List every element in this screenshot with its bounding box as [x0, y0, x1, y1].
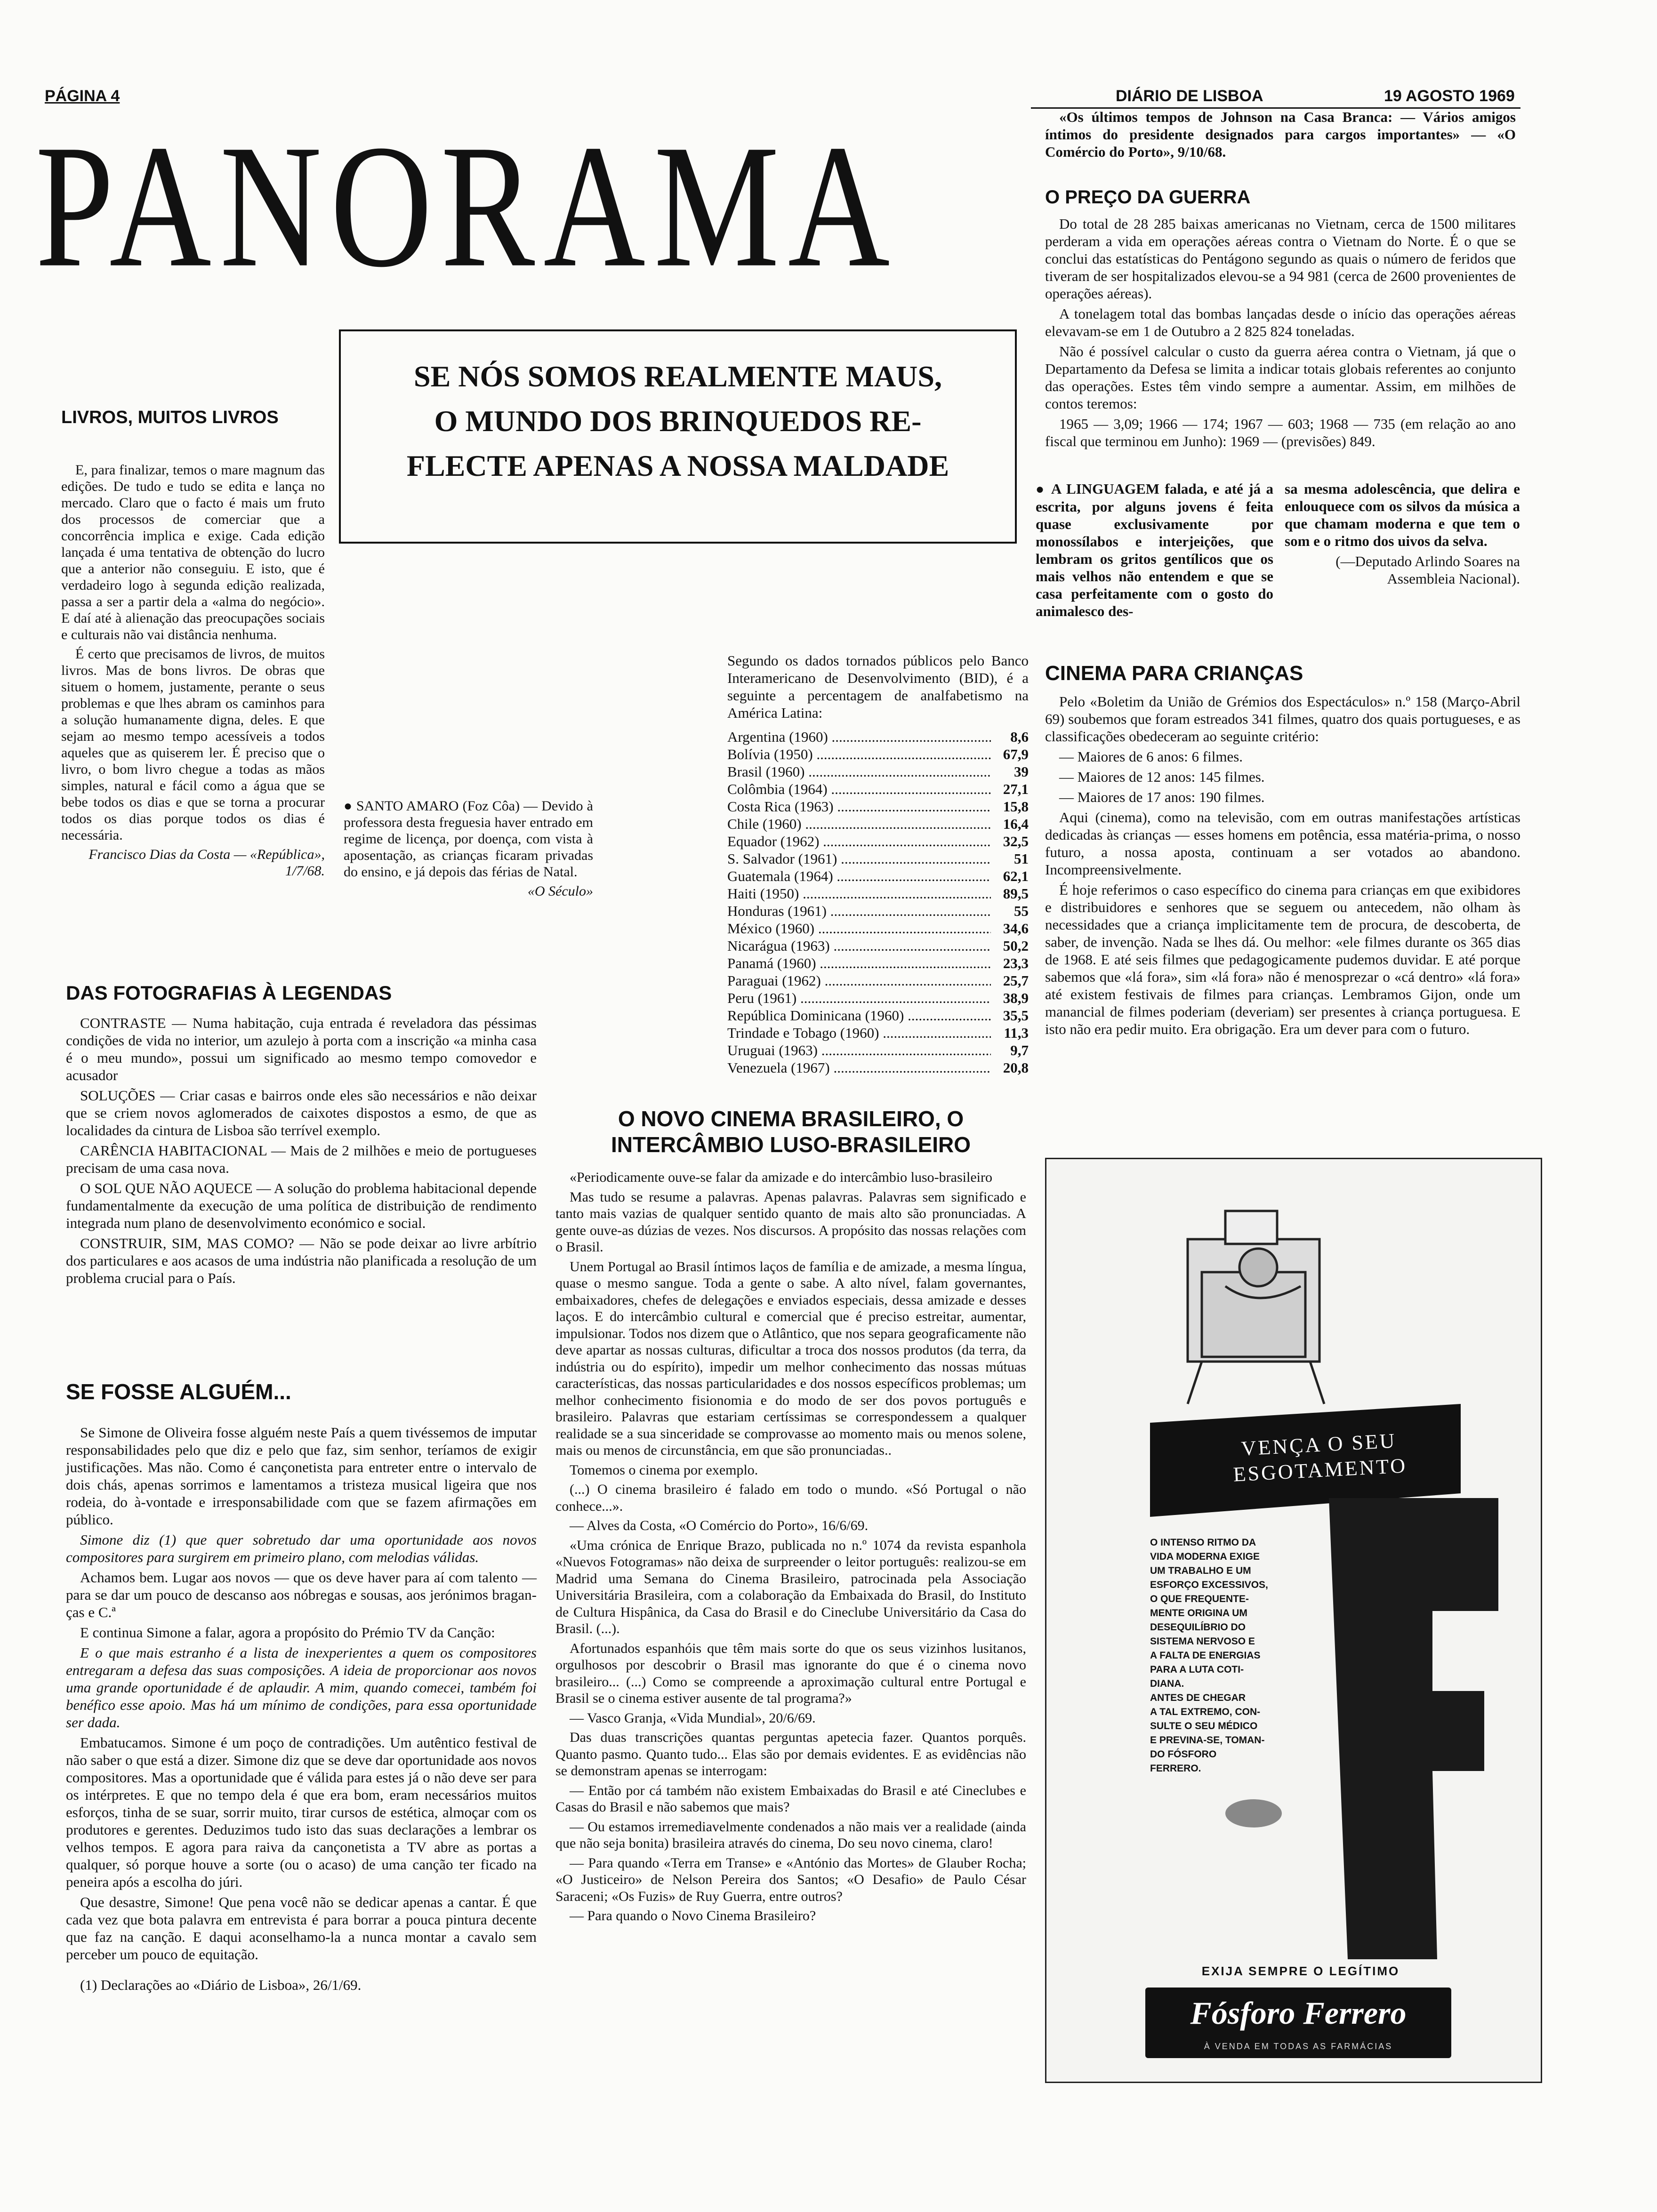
ad-copy-line: VIDA MODERNA EXIGE: [1150, 1551, 1260, 1562]
value-cell: 89,5: [1003, 885, 1029, 902]
paragraph: — Maiores de 12 anos: 145 filmes.: [1059, 768, 1265, 785]
ad-copy-line: SISTEMA NERVOSO E: [1150, 1636, 1255, 1647]
country-cell: Chile (1960) .....: [727, 815, 991, 833]
value-cell: 32,5: [1003, 833, 1029, 850]
ad-copy-line: ESFORÇO EXCESSIVOS,: [1150, 1579, 1268, 1590]
table-row: [727, 1059, 1029, 1076]
paragraph: Que desastre, Simone! Que pena você não se dedicar apenas a cantar. É que cada vez que bota palavra em entrevista é para borrar a pouca pintura decente que faz na canção. E daqui aconselhamo-la a nunca montar a cavalo sem perceber um pouco de equitação.: [66, 1894, 537, 1963]
value-cell: 50,2: [1003, 938, 1029, 954]
paragraph: SOLUÇÕES — Criar casas e bairros onde eles são necessários e não deixar que se criem novos aglomerados de caixotes dispostos a esmo, de que as localidades da cintura de Lisboa são terrível exemplo.: [66, 1087, 537, 1139]
source-credit: Francisco Dias da Costa — «República», 1/7/68.: [88, 846, 325, 879]
ad-copy-line: UM TRABALHO E UM: [1150, 1565, 1251, 1576]
value-cell: 51: [1014, 850, 1029, 867]
boxed-headline-line: SE NÓS SOMOS REALMENTE MAUS,: [414, 360, 942, 393]
table-row: [727, 937, 1029, 954]
table-row: [727, 798, 1029, 815]
matchbox-shape: [1225, 1799, 1282, 1827]
country-cell: México (1960) .....: [727, 920, 991, 937]
table-row: [727, 972, 1029, 989]
paragraph: — Para quando «Terra em Transe» e «António das Mortes» de Glauber Rocha; «O Justiceiro» de Nelson Pereira dos Santos; «O Desafio» de Paulo César Saraceni; «Os Fuzis» de Ruy Guerra, entre outros?: [555, 1855, 1026, 1904]
ad-copy-line: DIANA.: [1150, 1678, 1184, 1689]
table-row: [727, 763, 1029, 780]
santo-amaro-brief: [344, 798, 593, 902]
paragraph: — Para quando o Novo Cinema Brasileiro?: [570, 1908, 816, 1924]
ad-copy-line: PARA A LUTA COTI-: [1150, 1664, 1244, 1675]
boxed-headline-line: FLECTE APENAS A NOSSA MALDADE: [406, 449, 949, 482]
country-cell: Costa Rica (1963) .....: [727, 798, 991, 815]
value-cell: 20,8: [1003, 1059, 1029, 1076]
paragraph: «Periodicamente ouve-se falar da amizade e do intercâmbio luso-brasileiro: [570, 1170, 992, 1186]
value-cell: 67,9: [1003, 746, 1029, 762]
issue-date: 19 AGOSTO 1969: [1384, 87, 1515, 105]
paragraph: CONSTRUIR, SIM, MAS COMO? — Não se pode deixar ao livre arbítrio dos particulares e aos acasos de uma indústria não planificada a resolução de um problema crucial para o País.: [66, 1235, 537, 1287]
table-row: [727, 728, 1029, 745]
ad-copy-line: A TAL EXTREMO, CON-: [1150, 1707, 1261, 1717]
country-cell: República Dominicana (1960) .....: [727, 1007, 991, 1024]
linguagem-brief: [1036, 480, 1520, 623]
country-cell: Paraguai (1962) .....: [727, 972, 991, 989]
ad-copy: [1150, 1536, 1319, 1776]
paragraph: — Vasco Granja, «Vida Mundial», 20/6/69.: [570, 1710, 816, 1726]
banner-line: VENÇA O SEU: [1240, 1429, 1397, 1460]
country-cell: Brasil (1960) .....: [727, 763, 991, 780]
country-cell: Honduras (1961) .....: [727, 902, 991, 920]
paragraph: Se Simone de Oliveira fosse alguém neste País a quem tivéssemos de imputar responsabilidades pelo que diz e pelo que faz, sim senhor, teríamos de exigir justificações. Mas não. Como é cançonetista para entreter entre o intervalo de dois chás, apenas sorrimos e lamentamos a tristeza musical ligeira que nos rodeia, do à-vontade e irresponsabilidade com que se fazem afirmações em público.: [66, 1424, 537, 1528]
paragraph: A tonelagem total das bombas lançadas desde o início das operações aéreas elevavam-se em 1 de Outubro a 2 825 824 toneladas.: [1045, 305, 1516, 339]
boxed-headline: [339, 329, 1017, 544]
cinema-criancas-article: [1045, 661, 1520, 1041]
paragraph: O SOL QUE NÃO AQUECE — A solução do problema habitacional depende fundamentalmente da execução de uma política de distribuição de rendimento integrada num plano de desenvolvimento económico e social.: [66, 1180, 537, 1232]
bullet-icon: ●: [344, 798, 356, 814]
cinema-brasileiro-article: [555, 1106, 1026, 1927]
table-row: [727, 954, 1029, 972]
footnote: (1) Declarações ao «Diário de Lisboa», 26/1/69.: [80, 1977, 362, 1994]
value-cell: 35,5: [1003, 1007, 1029, 1024]
table-row: [727, 745, 1029, 763]
ad-brand: Fósforo Ferrero: [1190, 1995, 1407, 2031]
paragraph: — Maiores de 6 anos: 6 filmes.: [1059, 748, 1243, 765]
newspaper-name: DIÁRIO DE LISBOA: [1116, 87, 1263, 105]
man-at-desk-icon: [1188, 1211, 1324, 1404]
country-cell: Venezuela (1967) .....: [727, 1059, 991, 1076]
table-row: [727, 902, 1029, 920]
value-cell: 27,1: [1003, 781, 1029, 797]
paragraph: É certo que precisamos de livros, de muitos livros. Mas de bons livros. De obras que situem o homem, justamente, perante o seus problemas e que lhes abram os caminhos para a solução humanamente digna, deles. E que sejam ao mesmo tempo acessíveis a todos aqueles que as quiserem ler. É preciso que o livro, o bom livro chegue a todas as mãos simples, natural e fácil como a água que se bebe todos os dias e que se torna a procurar todos os dias porque todos os dias é necessária.: [61, 646, 325, 843]
source-credit: «O Século»: [527, 883, 593, 899]
ad-copy-line: DO FÓSFORO: [1150, 1749, 1217, 1760]
table-body: [727, 728, 1029, 1076]
ad-copy-line: SULTE O SEU MÉDICO: [1150, 1721, 1258, 1731]
fosforo-ferrero-ad: [1045, 1158, 1542, 2083]
paragraph: Afortunados espanhóis que têm mais sorte do que os seus vizinhos lusitanos, orgulhosos por descobrir o Brasil mas ignorante do que é o cinema novo brasileiro... (...) Como se compreende a aproximação cultural entre Portugal e Brasil se o cinema estiver ausente de tal programa?»: [555, 1640, 1026, 1707]
paragraph: CARÊNCIA HABITACIONAL — Mais de 2 milhões e meio de portugueses precisam de uma casa nova.: [66, 1142, 537, 1177]
country-cell: Panamá (1960) .....: [727, 954, 991, 972]
paragraph: 1965 — 3,09; 1966 — 174; 1967 — 603; 1968 — 735 (em relação ao ano fiscal que terminou em Junho): 1969 — (previsões) 849.: [1045, 416, 1516, 449]
banner-line: ESGOTAMENTO: [1232, 1454, 1408, 1486]
table-row: [727, 1042, 1029, 1059]
value-cell: 16,4: [1003, 816, 1029, 832]
livros-article: [61, 407, 325, 882]
page-label: PÁGINA 4: [45, 87, 120, 105]
value-cell: 23,3: [1003, 955, 1029, 971]
ad-copy-line: O QUE FREQUENTE-: [1150, 1594, 1249, 1604]
paragraph: Das duas transcrições quantas perguntas apetecia fazer. Quantos porquês. Quanto pasmo. Quanto tudo... Elas são por demais evidentes. E as evidências não se demonstram apenas se interrogam:: [555, 1730, 1026, 1779]
paragraph: Unem Portugal ao Brasil íntimos laços de família e de amizade, a mesma língua, quase o mesmo sangue. Toda a gente o sabe. A alto nível, falam governantes, embaixadores, chefes de delegações e enviados especiais, dessa amizade e desses laços. E do intercâmbio cultural e comercial que é preciso estreitar, aumentar, impulsionar. Todos nos dizem que o Atlântico, que nos separa geograficamente não deve apartar as nossas culturas, dificultar a troca dos nossos produtos (da terra, da indústria ou do espírito), impedir um melhor conhecimento das nossas mútuas características, das nossas particularidades e dos nossos específicos problemas; um melhor conhecimento fisionomia e do modo de ser dos povos português e brasileiro. Palavras que estariam certíssimas se correspondessem a qualquer realidade se a sua sinceridade se comprovasse ao momento mais ou menos solene, mais ou menos de circunstância, em que são pronunciadas..: [555, 1258, 1026, 1459]
cinema-brasileiro-title: O NOVO CINEMA BRASILEIRO, O INTERCÂMBIO LUSO-BRASILEIRO: [611, 1106, 971, 1157]
ad-copy-line: MENTE ORIGINA UM: [1150, 1608, 1247, 1619]
ad-copy-line: O INTENSO RITMO DA: [1150, 1537, 1256, 1548]
table-row: [727, 815, 1029, 833]
emblem-f-shape: [1329, 1498, 1498, 1959]
country-cell: Bolívia (1950) .....: [727, 745, 991, 763]
boxed-headline-line: O MUNDO DOS BRINQUEDOS RE-: [434, 404, 922, 438]
paragraph: Achamos bem. Lugar aos novos — que os deve haver para aí com talento — para se dar um pouco de descanso aos nóbregas e sousas, aos jerónimos bragan-ças e C.ª: [66, 1569, 537, 1621]
quote-text: «Os últimos tempos de Johnson na Casa Branca: — Vários amigos íntimos do presidente designados para cargos importantes» — «O Comércio do Porto», 9/10/68.: [1045, 109, 1516, 160]
paragraph: «Uma crónica de Enrique Brazo, publicada no n.º 1074 da revista espanhola «Nuevos Fotogramas» não deixa de surpreender o leitor português: realizou-se em Madrid uma Semana do Cinema Brasileiro, patrocinada pela Associação Universitária Brasileira, com a colaboração da Embaixada do Brasil, do Instituto de Cultura Hispânica, da Casa do Brasil e do Cineclube Universitário da Casa do Brasil. (...).: [555, 1537, 1026, 1637]
paragraph: Tomemos o cinema por exemplo.: [570, 1462, 758, 1478]
source-credit: (—Deputado Arlindo Soares na Assembleia Nacional).: [1335, 553, 1520, 587]
value-cell: 62,1: [1003, 868, 1029, 884]
value-cell: 34,6: [1003, 920, 1029, 937]
country-cell: Uruguai (1963) .....: [727, 1042, 991, 1059]
paragraph: E, para finalizar, temos o mare magnum das edições. De tudo e tudo se edita e lança no mercado. Claro que o facto é mais um fruto dos processos de comerciar que a concorrência implica e exige. Cada edição lançada é uma tentativa de obtenção do lucro que a anterior não conseguiu. E isto, que é verdadeiro logo à segunda edição realizada, passa a ser a partir dela a «alma do negócio». E daí até à alienação das preocupações sociais e culturais não vai distância nenhuma.: [61, 462, 325, 642]
country-cell: Guatemala (1964) .....: [727, 867, 991, 885]
country-cell: Equador (1962) .....: [727, 833, 991, 850]
value-cell: 25,7: [1003, 972, 1029, 989]
table-row: [727, 780, 1029, 798]
johnson-quote: [1045, 108, 1516, 163]
ad-copy-line: E PREVINA-SE, TOMAN-: [1150, 1735, 1265, 1746]
preco-guerra-article: [1045, 186, 1516, 453]
ad-copy-line: DESEQUILÍBRIO DO: [1150, 1622, 1246, 1633]
brief-text: sa mesma adolescência, que delira e enlouquece com os silvos da música a que chamam moderna e que tem o som e o ritmo dos uivos da selva.: [1285, 481, 1520, 549]
paragraph: — Maiores de 17 anos: 190 filmes.: [1059, 788, 1265, 805]
bullet-icon: ●: [1036, 481, 1051, 497]
value-cell: 11,3: [1004, 1025, 1029, 1041]
paragraph: E continua Simone a falar, agora a propósito do Prémio TV da Canção:: [80, 1624, 495, 1641]
ad-copy-line: FERRERO.: [1150, 1763, 1201, 1774]
paragraph: Mas tudo se resume a palavras. Apenas palavras. Palavras sem significado e tanto mais vazias de qualquer sentido quanto de mais alto são pronunciadas. A gente ouve-as dúzias de vezes. Nos discursos. A propósito das nossas relações com o Brasil.: [555, 1189, 1026, 1255]
country-cell: S. Salvador (1961) .....: [727, 850, 991, 867]
paragraph: — Então por cá também não existem Embaixadas do Brasil e até Cineclubes e Casas do Brasil e não sabemos que mais?: [555, 1782, 1026, 1815]
paragraph: — Alves da Costa, «O Comércio do Porto», 16/6/69.: [570, 1518, 869, 1534]
table-row: [727, 989, 1029, 1007]
paragraph: Pelo «Boletim da União de Grémios dos Espectáculos» n.º 158 (Março-Abril 69) soubemos que foram estreados 341 filmes, quatro dos quais portugueses, e as classificações obedeceram ao seguinte critério:: [1045, 693, 1520, 745]
paragraph: Não é possível calcular o custo da guerra aérea contra o Vietnam, já que o Departamento da Defesa se limita a indicar totais globais referentes ao conjunto das operações. Estes têm vindo sempre a aumentar. Assim, em milhões de contos teremos:: [1045, 343, 1516, 412]
paragraph: CONTRASTE — Numa habitação, cuja entrada é reveladora das péssimas condições de vida no interior, um azulejo à porta com a inscrição «a minha casa é o meu mundo», possui um significado ao mesmo tempo comovedor e acusador: [66, 1015, 537, 1084]
value-cell: 39: [1014, 763, 1029, 780]
paragraph: (...) O cinema brasileiro é falado em todo o mundo. «Só Portugal o não conhece...».: [555, 1482, 1026, 1514]
country-cell: Peru (1961) .....: [727, 989, 991, 1007]
paragraph: Embatucamos. Simone é um poço de contradições. Um autêntico festival de não saber o que está a dizer. Simone diz que se deve dar oportunidade aos novos compositores. Mas a oportunidade que é válida para estes já o não deve ser para os intérpretes. E que no tempo dela é que era bom, eram necessários muitos esforços, tinha de se suar, sorrir muito, tirar cursos de estética, almoçar com os produtores e gerentes. Deduzimos tudo isto das suas declarações a lembrar os velhos tempos. E agora para raiva da cançonetista a TV abre as portas a qualquer, só porque houve a sorte (ou o acaso) de uma canção ter ficado na peneira após a escolha do júri.: [66, 1734, 537, 1891]
table-row: [727, 885, 1029, 902]
table-row: [727, 1007, 1029, 1024]
fotografias-title: DAS FOTOGRAFIAS À LEGENDAS: [66, 982, 392, 1004]
paragraph: — Ou estamos irremediavelmente condenados a não mais ver a realidade (ainda que não seja bonita) brasileira através do cinema, Do seu novo cinema, claro!: [555, 1819, 1026, 1851]
country-cell: Nicarágua (1963) .....: [727, 937, 991, 954]
table-row: [727, 850, 1029, 867]
table-row: [727, 833, 1029, 850]
value-cell: 8,6: [1010, 729, 1029, 745]
paragraph: E o que mais estranho é a lista de inexperientes a quem os compositores entregaram a defesa das suas composições. A ideia de proporcionar aos novos uma grande oportunidade é de aplaudir. A mim, quando comecei, também foi benéfico esse apoio. Mas há um mínimo de condições, para essa oportunidade ser dada.: [66, 1644, 537, 1731]
table-row: [727, 867, 1029, 885]
country-cell: Haiti (1950) .....: [727, 885, 991, 902]
ad-tagline: EXIJA SEMPRE O LEGÍTIMO: [1201, 1964, 1400, 1978]
brief-text: SANTO AMARO (Foz Côa) — Devido à professora desta freguesia haver entrado em regime de licença, por doença, com vista à aposentação, as crianças ficaram privadas do ensino, e já depois das férias de Natal.: [344, 798, 593, 880]
preco-guerra-title: O PREÇO DA GUERRA: [1045, 187, 1251, 208]
ad-footer: À VENDA EM TODAS AS FARMÁCIAS: [1204, 2042, 1393, 2051]
ad-copy-line: A FALTA DE ENERGIAS: [1150, 1650, 1261, 1661]
value-cell: 55: [1014, 903, 1029, 919]
se-fosse-article: [66, 1379, 537, 1996]
value-cell: 9,7: [1010, 1042, 1029, 1058]
masthead-title: PANORAMA: [35, 108, 899, 304]
brief-text: A LINGUAGEM falada, e até já a escrita, por alguns jovens é feita quase exclusivamente por monossílabos e interjeições, que lembram os gritos gentílicos que os mais velhos não entendem e que se casa perfeitamente com o gosto do animalesco des-: [1036, 481, 1273, 619]
country-cell: Trindade e Tobago (1960) .....: [727, 1024, 991, 1042]
paragraph: É hoje referimos o caso específico do cinema para crianças em que exibidores e distribuidores e senhores que se seguem ou antecedem, não olham às necessidades que a criança implicitamente tem de procura, de descoberta, de saber, de invenção. Nada se lhes dá. Ou melhor: «ele filmes durante os 365 dias de 1968. E até seis filmes que pedagogicamente pudemos duvidar. E até porque sabemos que «lá fora», sim «lá fora» não é menosprezar o «cá dentro» «lá fora» até existem festivais de filmes para crianças. Lembramos Gijon, onde um manancial de filmes poderiam (deveriam) ser presentes à criança portuguesa. E isto não era pedir muito. Era obrigação. Era um dever para com o futuro.: [1045, 881, 1520, 1037]
table-row: [727, 920, 1029, 937]
country-cell: Argentina (1960) .....: [727, 728, 991, 745]
cinema-criancas-title: CINEMA PARA CRIANÇAS: [1045, 662, 1303, 685]
livros-title: LIVROS, MUITOS LIVROS: [61, 408, 279, 427]
se-fosse-title: SE FOSSE ALGUÉM...: [66, 1379, 291, 1404]
paragraph: Aqui (cinema), como na televisão, com em outras manifestações artísticas dedicadas às crianças — esses homens em potência, essa matéria-prima, o nosso futuro, a nossa aposta, continuam a ser votados ao abandono. Incompreensivelmente.: [1045, 809, 1520, 878]
table-intro: Segundo os dados tornados públicos pelo Banco Interamericano de Desenvolvimento (BID), é a seguinte a percentagem de analfabetismo na América Latina:: [727, 652, 1029, 721]
fotografias-article: [66, 981, 537, 1290]
paragraph: Do total de 28 285 baixas americanas no Vietnam, cerca de 1500 militares perderam a vida em operações aéreas contra o Vietnam do Norte. É o que se conclui das estatísticas do Pentágono segundo as quais o número de feridos que tiveram de ser hospitalizados elevou-se a 94 981 (cerca de 2600 provenientes de operações aéreas).: [1045, 216, 1516, 302]
value-cell: 15,8: [1003, 798, 1029, 815]
table-row: [727, 1024, 1029, 1042]
ad-copy-line: ANTES DE CHEGAR: [1150, 1692, 1246, 1703]
paragraph: Simone diz (1) que quer sobretudo dar uma oportunidade aos novos compositores para surgirem em primeiro plano, com melodias válidas.: [66, 1531, 537, 1566]
value-cell: 38,9: [1003, 990, 1029, 1006]
analfabetismo-table: [727, 652, 1029, 1076]
country-cell: Colômbia (1964) .....: [727, 780, 991, 798]
